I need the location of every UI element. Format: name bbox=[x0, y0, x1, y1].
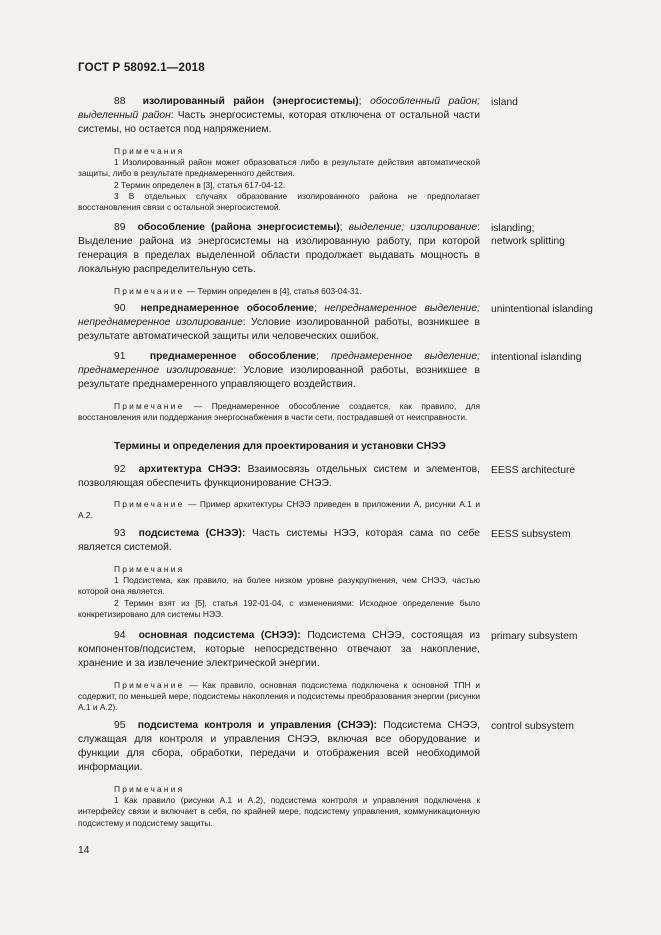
english-term-89 bbox=[491, 222, 651, 248]
term-entry-94 bbox=[78, 629, 480, 714]
note-item: 2 Термин определен в [3], статья 617-04-12. bbox=[114, 179, 286, 190]
term-synonyms: выделение; изолирование bbox=[348, 222, 478, 233]
page-number: 14 bbox=[78, 845, 90, 856]
notes-label: Примечания bbox=[114, 146, 185, 156]
term-notes bbox=[78, 784, 480, 829]
term-name: преднамеренное обособление bbox=[149, 351, 316, 362]
note-label: Примечание bbox=[114, 401, 185, 411]
english-term-93 bbox=[491, 528, 651, 541]
term-number: 93 bbox=[114, 528, 126, 539]
term-note: Примечание — Пример архитектуры СНЭЭ приведен в приложении А, рисунки А.1 и А.2. bbox=[78, 499, 480, 521]
term-name: изолированный район (энергосистемы) bbox=[142, 96, 359, 107]
term-definition: Выделение района из энергосистемы на изолированную работу, при которой генерация в пределах выделенной области продолжает выдавать мощность в локальную распределительную сеть. bbox=[78, 236, 480, 275]
term-definition: Часть системы НЭЭ, которая сама по себе является системой. bbox=[78, 528, 480, 553]
term-separator: ; bbox=[316, 351, 319, 362]
term-definition: Часть энергосистемы, которая отключена от остальной части системы, но остается под напряжением. bbox=[78, 110, 480, 135]
english-term-90 bbox=[491, 303, 651, 316]
term-definition: Подсистема СНЭЭ, служащая для контроля и управления СНЭЭ, включая все оборудование и функции для сбора, обработки, передачи и отображения всей необходимой информации. bbox=[78, 720, 480, 773]
note-text: Термин определен в [4], статья 603-04-31. bbox=[197, 286, 362, 296]
english-term-95 bbox=[491, 720, 651, 733]
term-entry-92 bbox=[78, 463, 480, 521]
english-term-94 bbox=[491, 630, 651, 643]
english-term-line: EESS architecture bbox=[491, 465, 576, 476]
term-notes bbox=[78, 564, 480, 620]
term-entry-90: 90 непреднамеренное обособление; непреднамеренное выделение; непреднамеренное изолирование: Условие изолированной работы, возникшее в результате автоматической защиты или человеческих ошибок. bbox=[78, 303, 481, 342]
term-number: 90 bbox=[114, 303, 126, 314]
term-notes bbox=[78, 146, 480, 213]
term-number: 94 bbox=[114, 630, 126, 641]
english-term-line: islanding; bbox=[491, 223, 535, 234]
term-definition: Условие изолированной работы, возникшее в результате преднамеренного управляющего воздействия. bbox=[78, 365, 481, 390]
term-number: 89 bbox=[114, 222, 126, 233]
english-term-line: intentional islanding bbox=[491, 352, 582, 363]
note-item: 3 В отдельных случаях образование изолированного района не предполагает восстановления связи с остальной энергосистемой. bbox=[78, 190, 480, 213]
term-entry-89: 89 обособление (района энергосистемы); выделение; изолирование: Выделение района из энергосистемы на изолированную работу, при которой генерация в пределах выделенной области продолжает выдавать мощность в локальную распределительную сеть. Примечание — Термин определен в [4], статья 603-04-31. bbox=[78, 222, 480, 296]
notes-label: Примечания bbox=[114, 564, 185, 574]
term-entry-95 bbox=[78, 719, 480, 829]
note-item: 1 Подсистема, как правило, на более низком уровне разукрупнения, чем СНЭЭ, частью которой она является. bbox=[78, 575, 480, 597]
term-entry-91: 91 преднамеренное обособление; преднамеренное выделение; преднамеренное изолирование: Условие изолированной работы, возникшее в результате преднамеренного управляющего воздействия. Примечание — Преднамеренное обособление создается, как правило, для восстановления или поддержания энергоснабжения в части сети, пострадавшей от неисправности. bbox=[78, 351, 481, 423]
term-definition: Взаимосвязь отдельных систем и элементов, позволяющая обеспечить функционирование СНЭЭ. bbox=[78, 464, 480, 489]
term-separator: ; bbox=[358, 96, 362, 107]
term-separator: ; bbox=[313, 303, 317, 314]
term-name: архитектура СНЭЭ: bbox=[138, 464, 241, 475]
notes-label: Примечания bbox=[114, 784, 185, 794]
note-text: Как правило, основная подсистема подключена к основной ТПН и содержит, по меньшей мере, подсистемы накопления и подсистемы преобразования энергии (рисунки А.1 и А.2). bbox=[78, 680, 480, 713]
term-number: 91 bbox=[114, 351, 126, 362]
term-synonyms: обособленный район; выделенный район bbox=[78, 96, 480, 121]
note-label: Примечание bbox=[114, 286, 185, 296]
english-term-line: EESS subsystem bbox=[491, 529, 571, 540]
term-name: подсистема контроля и управления (СНЭЭ): bbox=[137, 720, 378, 731]
term-definition: Условие изолированной работы, возникшее в результате автоматической защиты или человеческих ошибок. bbox=[78, 317, 481, 342]
note-label: Примечание bbox=[114, 499, 185, 509]
term-name: непреднамеренное обособление bbox=[140, 303, 314, 314]
term-entry-88: 88 изолированный район (энергосистемы); обособленный район; выделенный район: Часть энергосистемы, которая отключена от остальной части системы, но остается под напряжением. Примечания 1 Изолированный район может образоваться либо в результате действия автоматической защиты, либо в результате преднамеренного действия. 2 Термин определен в [3], статья 617-04-12. 3 В отдельных случаях образование изолированного района не предполагает восстановления связи с остальной энергосистемой. bbox=[78, 96, 480, 213]
term-number: 95 bbox=[114, 720, 126, 731]
note-item: 1 Как правило (рисунки А.1 и А.2), подсистема контроля и управления подключена к интерфейсу связи и включает в себя, по крайней мере, подсистему управления, коммуникационную подсистему и подсистему защиты. bbox=[78, 795, 480, 828]
note-item: 1 Изолированный район может образоваться либо в результате действия автоматической защиты, либо в результате преднамеренного действия. bbox=[78, 157, 480, 179]
term-definition: Подсистема СНЭЭ, состоящая из компонентов/подсистем, которые непосредственно отвечают за накопление, хранение и за извлечение электрической энергии. bbox=[78, 630, 480, 669]
term-note: Примечание — Как правило, основная подсистема подключена к основной ТПН и содержит, по меньшей мере, подсистемы накопления и подсистемы преобразования энергии (рисунки А.1 и А.2). bbox=[78, 680, 480, 713]
term-synonyms: преднамеренное выделение; преднамеренное изолирование bbox=[78, 351, 480, 376]
english-term-91 bbox=[491, 351, 651, 364]
term-name: основная подсистема (СНЭЭ): bbox=[138, 630, 301, 641]
term-name: обособление (района энергосистемы) bbox=[137, 222, 340, 233]
standard-header: ГОСТ Р 58092.1—2018 bbox=[78, 62, 205, 74]
term-note: Примечание — Термин определен в [4], статья 603-04-31. bbox=[114, 286, 362, 296]
english-term-88 bbox=[491, 96, 651, 109]
term-number: 92 bbox=[114, 464, 126, 475]
term-note: Примечание — Преднамеренное обособление создается, как правило, для восстановления или поддержания энергоснабжения в части сети, пострадавшей от неисправности. bbox=[78, 401, 480, 423]
note-item: 2 Термин взят из [5], статья 192-01-04, с изменениями: Исходное определение было конкретизировано для системы НЭЭ. bbox=[78, 597, 480, 619]
english-term-line: control subsystem bbox=[491, 721, 574, 732]
english-term-line: island bbox=[491, 97, 518, 108]
term-name: подсистема (СНЭЭ): bbox=[138, 528, 246, 539]
english-term-line: unintentional islanding bbox=[491, 304, 593, 315]
english-term-line: network splitting bbox=[491, 236, 565, 247]
section-heading: Термины и определения для проектирования и установки СНЭЭ bbox=[114, 441, 446, 452]
term-separator: ; bbox=[339, 222, 343, 233]
term-entry-93 bbox=[78, 527, 480, 620]
english-term-92 bbox=[491, 464, 651, 477]
note-label: Примечание bbox=[114, 680, 185, 690]
english-term-line: primary subsystem bbox=[491, 631, 578, 642]
term-number: 88 bbox=[114, 96, 126, 107]
note-text: Пример архитектуры СНЭЭ приведен в приложении А, рисунки А.1 и А.2. bbox=[78, 499, 480, 521]
note-text: Преднамеренное обособление создается, как правило, для восстановления или поддержания энергоснабжения в части сети, пострадавшей от неисправности. bbox=[78, 401, 480, 423]
term-synonyms: непреднамеренное выделение; непреднамеренное изолирование bbox=[78, 303, 480, 328]
